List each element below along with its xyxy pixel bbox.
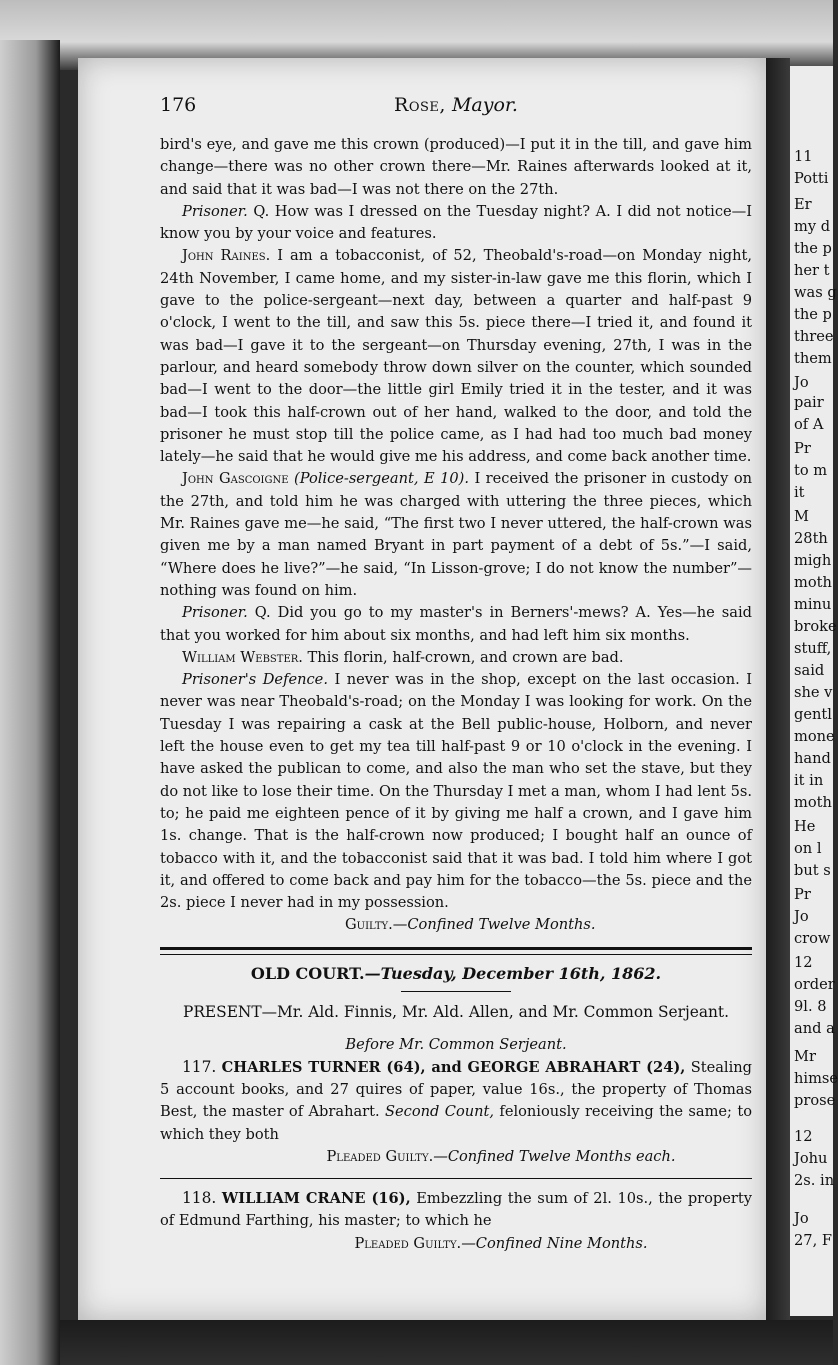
charge: Embezzling the sum of 2l. 10s., the property of Edmund Farthing, his master; to which he: [160, 1190, 752, 1230]
verdict-line: [160, 914, 752, 936]
section-rule-thin: [160, 954, 752, 955]
speaker: Prisoner.: [182, 202, 248, 220]
court-heading: [160, 963, 752, 985]
facing-page-fragment: 9l. 8: [794, 998, 827, 1015]
sentence: —Confined Nine Months.: [461, 1234, 648, 1252]
testimony: I received the prisoner in custody on the 27th, and told him he was charged with uttering the three pieces, which Mr. Raines gave me—he said, “The first two I never uttered, the half-crown was given me by a man named Bryant in part payment of a debt of 5s.”—I said, “Where does he live?”—he said, “In Lisson-grove; I do not know the number”—nothing was found on him.: [160, 470, 753, 599]
facing-page-fragment: her t: [794, 262, 830, 279]
facing-page-fragment: 11: [794, 148, 813, 165]
facing-page-fragment: stuff,: [794, 640, 832, 657]
verdict-label: Guilty.: [345, 916, 393, 934]
facing-page-fragment: order: [794, 976, 835, 993]
page-number: 176: [160, 94, 197, 116]
speaker: John Raines.: [182, 247, 271, 265]
facing-page-fragment: Er: [794, 196, 812, 213]
testimony: I am a tobacconist, of 52, Theobald's-road—on Monday night, 24th November, I came home, and my sister-in-law gave me this florin, which I gave to the police-sergeant—next day, between a quarter and half-past 9 o'clock, I went to the till, and saw this 5s. piece there—I tried it, and found it was bad—I gave it to the sergeant—on Thursday evening, 27th, I was in the parlour, and heard somebody throw down silver on the counter, which sounded bad—I went to the door—the little girl Emily tried it in the tester, and it was bad—I took this half-crown out of her hand, walked to the door, and told the prisoner he must stop till the police came, as I had had too much bad money lately—he said that he would give me his address, and come back another time.: [160, 247, 752, 466]
facing-page-fragment: 12: [794, 954, 813, 971]
before-line: [160, 1034, 752, 1056]
facing-page-fragment: the p: [794, 240, 832, 257]
facing-page-fragment: migh: [794, 552, 832, 569]
facing-page-fragment: Johu: [794, 1150, 828, 1167]
case-118: [160, 1187, 752, 1233]
facing-page-fragment: crow: [794, 930, 831, 947]
case-number: 117.: [182, 1057, 217, 1076]
facing-page-fragment: Jo: [794, 374, 809, 391]
paragraph-6: [160, 647, 752, 669]
court-name: OLD COURT.: [250, 963, 365, 983]
facing-page-fragment: Potti: [794, 170, 829, 187]
scan-background-left: [0, 40, 60, 1365]
facing-page-fragment: it: [794, 484, 805, 501]
facing-page-fragment: 27, F: [794, 1232, 832, 1249]
facing-page-fragment: on l: [794, 840, 822, 857]
scan-background-bottom: [60, 1320, 833, 1365]
running-title: [160, 94, 752, 116]
facing-page-fragment: hand: [794, 750, 831, 767]
charge-continued: feloniously receiving the same; to which they both: [160, 1103, 753, 1143]
running-head: [160, 94, 752, 134]
facing-page-fragment: himse: [794, 1070, 838, 1087]
sentence: —Confined Twelve Months each.: [433, 1147, 676, 1165]
speaker: Prisoner's Defence.: [182, 671, 328, 689]
facing-page-fragment: but s: [794, 862, 831, 879]
speaker: William Webster.: [182, 648, 303, 666]
second-count: Second Count,: [379, 1103, 495, 1121]
section-rule-thick: [160, 947, 752, 950]
facing-page-fragment: Jo: [794, 1210, 809, 1227]
speaker: Prisoner.: [182, 604, 248, 622]
plea: Pleaded Guilty.: [326, 1147, 434, 1165]
present-line: PRESENT—Mr. Ald. Finnis, Mr. Ald. Allen, and Mr. Common Serjeant.: [182, 1002, 730, 1021]
paragraph-3: [160, 245, 752, 468]
charge: Stealing 5 account books, and 27 quires of paper, value 16s., the property of Thomas Best, the master of Abrahart.: [160, 1058, 753, 1121]
case-rule: [160, 1178, 752, 1179]
speaker: John Gascoigne: [182, 470, 289, 488]
case-number: 118.: [182, 1189, 217, 1208]
case-117: [160, 1056, 752, 1146]
facing-page-fragment: pair: [794, 394, 824, 411]
facing-page-fragment: broke: [794, 618, 837, 635]
facing-page-fragment: 2s. in: [794, 1172, 835, 1189]
facing-page-fragment: mone: [794, 728, 835, 745]
court-date: —Tuesday, December 16th, 1862.: [364, 963, 662, 983]
paragraph-4: [160, 468, 752, 602]
facing-page-fragment: Mr: [794, 1048, 816, 1065]
before-text: Before Mr. Common Serjeant.: [345, 1035, 567, 1053]
facing-page-fragment: minu: [794, 596, 832, 613]
testimony: This florin, half-crown, and crown are bad.: [302, 648, 624, 666]
paragraph-7: [160, 669, 752, 914]
facing-page-fragment: gentl: [794, 706, 832, 723]
facing-page-fragment: prose: [794, 1092, 836, 1109]
facing-page-fragment: Pr: [794, 440, 811, 457]
facing-page-fragment: moth: [794, 794, 832, 811]
facing-page-fragment: was g: [794, 284, 837, 301]
short-rule: [401, 991, 511, 992]
facing-page-fragment: He: [794, 818, 816, 835]
testimony: Q. Did you go to my master's in Berners'-mews? A. Yes—he said that you worked for him about six months, and had left him six months.: [160, 604, 752, 644]
facing-page-fragment: three: [794, 328, 834, 345]
facing-page-fragment: to m: [794, 462, 828, 479]
facing-page-fragment: my d: [794, 218, 831, 235]
verdict-sentence: —Confined Twelve Months.: [392, 916, 596, 934]
running-title-name: Rose,: [394, 94, 446, 116]
facing-page-fragment: said: [794, 662, 825, 679]
facing-page-fragment: M: [794, 508, 809, 525]
facing-page-fragment: them: [794, 350, 832, 367]
facing-page-fragment: 12: [794, 1128, 813, 1145]
running-title-role: Mayor.: [451, 94, 518, 116]
defendants: CHARLES TURNER (64), and GEORGE ABRAHART (24),: [221, 1058, 686, 1076]
book-gutter: [766, 58, 790, 1328]
facing-page-fragment: of A: [794, 416, 824, 433]
facing-page-fragment: and a: [794, 1020, 835, 1037]
plea: Pleaded Guilty.: [354, 1234, 462, 1252]
book-page: [78, 58, 768, 1320]
paragraph-5: [160, 602, 752, 647]
facing-page-fragment: 28th: [794, 530, 828, 547]
facing-page-edge: [790, 66, 838, 1316]
facing-page-fragment: moth: [794, 574, 832, 591]
paragraph-1: bird's eye, and gave me this crown (produced)—I put it in the till, and gave him change—there was no other crown there—Mr. Raines afterwards looked at it, and said that it was bad—I was not there on the 27th.: [160, 136, 752, 198]
paragraph-2: [160, 201, 752, 246]
speaker-role: (Police-sergeant, E 10).: [294, 470, 469, 488]
testimony: Q. How was I dressed on the Tuesday night? A. I did not notice—I know you by your voice and features.: [160, 202, 752, 243]
defendant: WILLIAM CRANE (16),: [221, 1190, 411, 1208]
facing-page-fragment: Jo: [794, 908, 809, 925]
page-content: [160, 94, 752, 1255]
facing-page-fragment: Pr: [794, 886, 811, 903]
facing-page-fragment: the p: [794, 306, 832, 323]
testimony: I never was in the shop, except on the last occasion. I never was near Theobald's-road; on the Monday I was looking for work. On the Tuesday I was repairing a cask at the Bell public-house, Holborn, and never left the house even to get my tea till half-past 9 or 10 o'clock in the evening. I have asked the publican to come, and also the man who set the stave, but they do not like to lose their time. On the Thursday I met a man, whom I had lent 5s. to; he paid me eighteen pence of it by giving me half a crown, and I gave him 1s. change. That is the half-crown now produced; I bought half an ounce of tobacco with it, and the tobacconist said that it was bad. I told him where I got it, and offered to come back and pay him for the tobacco—the 5s. piece and the 2s. piece I never had in my possession.: [160, 671, 752, 912]
facing-page-fragment: it in: [794, 772, 824, 789]
case-117-verdict: [160, 1146, 752, 1168]
case-118-verdict: [160, 1233, 752, 1255]
facing-page-fragment: she v: [794, 684, 833, 701]
